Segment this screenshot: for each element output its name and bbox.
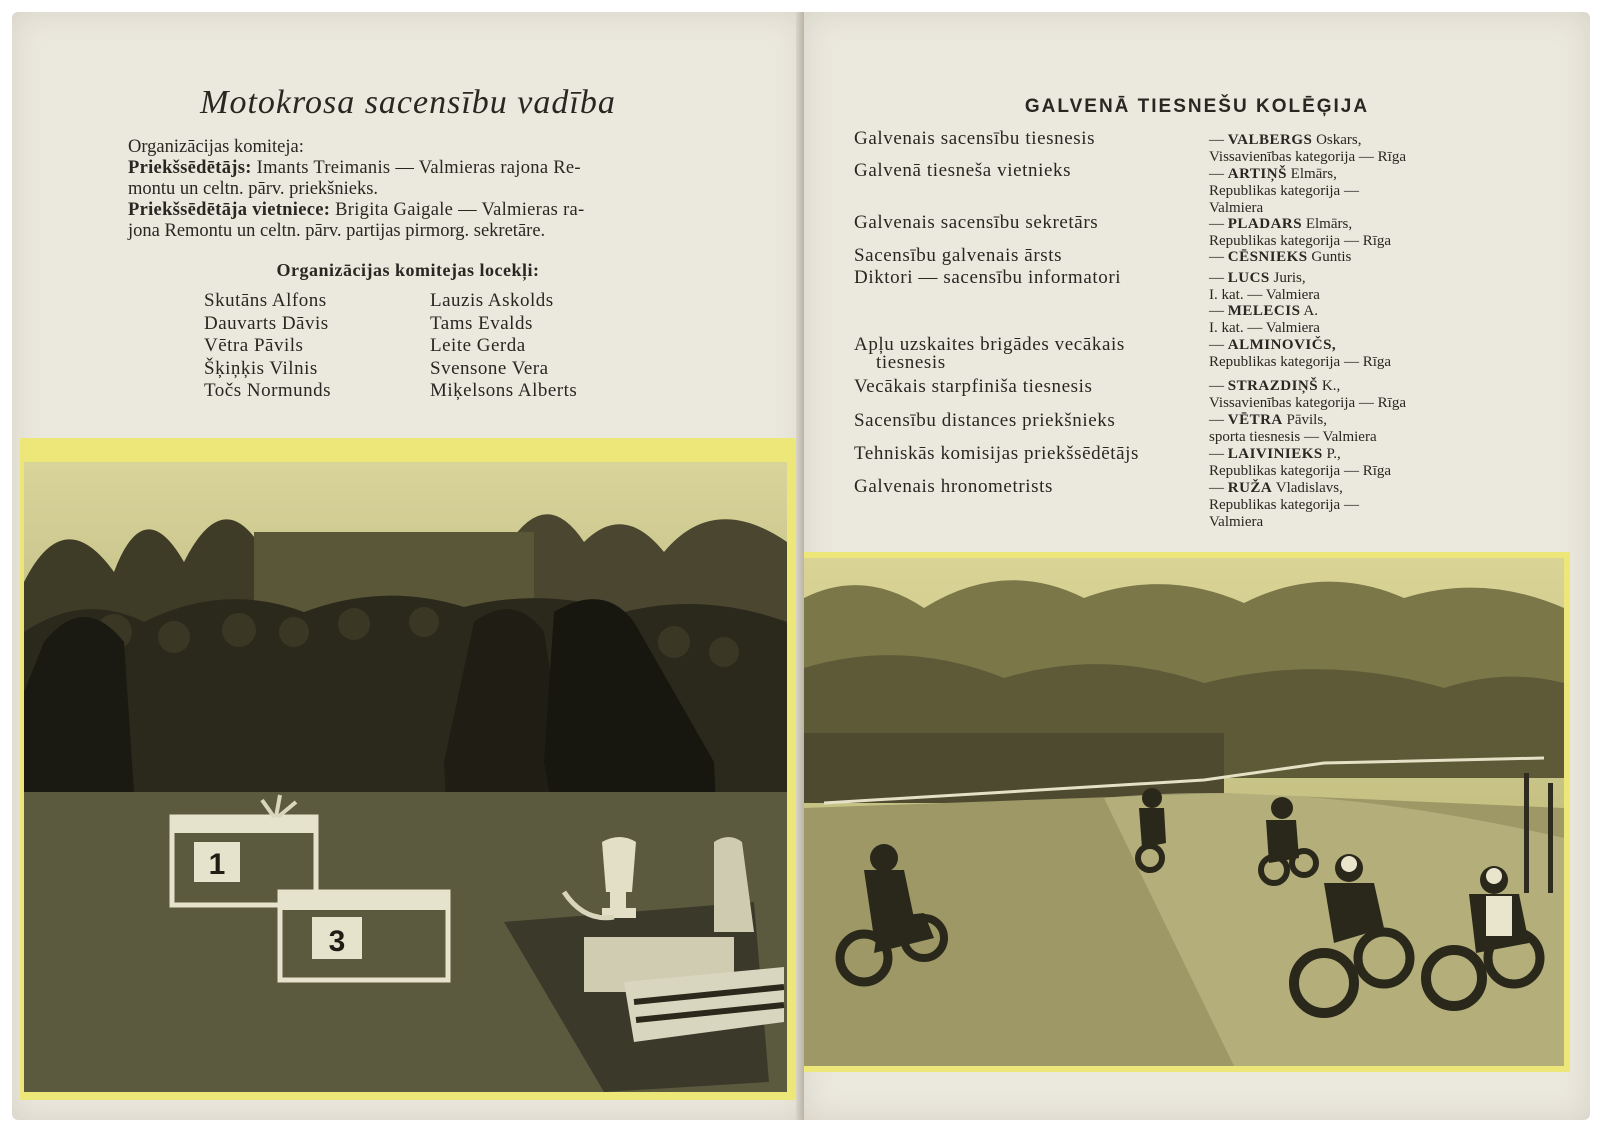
judge-first-name: A. (1300, 303, 1318, 319)
member-name: Svensone Vera (430, 357, 549, 379)
vice-line (128, 200, 585, 221)
chair-text-1: Imants Treimanis — Valmieras rajona Re- (251, 158, 581, 178)
judge-entry (1209, 249, 1499, 266)
motocross-race-photo (804, 558, 1564, 1066)
judge-first-name: K., (1318, 378, 1341, 394)
right-page-title: GALVENĀ TIESNEŠU KOLĒĢIJA (1024, 96, 1370, 117)
chair-role: Priekšsēdētājs: (128, 158, 252, 178)
role-line: Galvenā tiesneša vietnieks (854, 160, 1072, 181)
judge-dash: — (1209, 270, 1228, 286)
judge-dash: — (1209, 166, 1228, 182)
role-line: Vecākais starpfiniša tiesnesis (854, 376, 1093, 397)
judge-dash: — (1209, 303, 1228, 319)
judge-dash: — (1209, 446, 1228, 462)
judge-first-name: Pāvils, (1282, 412, 1327, 428)
members-column-1 (204, 290, 331, 403)
judge-detail: Vissavienības kategorija — Rīga (1209, 395, 1406, 411)
judge-entry (1209, 166, 1499, 217)
judge-name: STRAZDIŅŠ (1227, 378, 1319, 394)
members-column-2 (430, 290, 577, 403)
chair-text-2: montu un celtn. pārv. priekšnieks. (128, 179, 379, 199)
member-name: Lauzis Askolds (430, 290, 554, 311)
judge-dash: — (1209, 412, 1228, 428)
judge-name: CĒSNIEKS (1227, 249, 1308, 265)
judge-name: RUŽA (1227, 480, 1273, 496)
judge-dash: — (1209, 216, 1228, 232)
member-name: Dauvarts Dāvis (204, 312, 329, 334)
award-ceremony-photo (24, 462, 787, 1092)
org-committee-label: Organizācijas komiteja: (128, 137, 304, 157)
judge-name: ARTIŅŠ (1227, 166, 1287, 182)
judge-detail: Republikas kategorija — Rīga (1209, 463, 1392, 479)
judge-detail: I. kat. — Valmiera (1209, 320, 1320, 336)
judge-detail: Republikas kategorija — Rīga (1209, 354, 1392, 370)
judge-detail: Republikas kategorija — (1209, 497, 1359, 513)
judge-dash: — (1209, 249, 1228, 265)
judge-name: ALMINOVIČS, (1227, 337, 1337, 353)
judge-entry (1209, 480, 1499, 531)
judge-name: LAIVINIEKS (1227, 446, 1323, 462)
judge-first-name: Juris, (1269, 270, 1306, 286)
member-name: Skutāns Alfons (204, 290, 327, 311)
judge-entry (1209, 378, 1499, 412)
judge-name: VĒTRA (1227, 412, 1283, 428)
role-line: Diktori — sacensību informatori (854, 267, 1122, 288)
judge-entry (1209, 270, 1499, 304)
member-name: Tams Evalds (430, 312, 533, 334)
member-name: Leite Gerda (430, 335, 526, 356)
judge-detail: Republikas kategorija — (1209, 183, 1359, 199)
judge-entry (1209, 303, 1499, 337)
judge-name: LUCS (1227, 270, 1270, 286)
judge-dash: — (1209, 132, 1228, 148)
judge-dash: — (1209, 378, 1228, 394)
role-line: Sacensību galvenais ārsts (854, 245, 1063, 266)
judge-first-name: Oskars, (1312, 132, 1362, 148)
member-name: Točs Normunds (204, 380, 332, 401)
judge-entry (1209, 412, 1499, 446)
judge-entry (1209, 337, 1499, 371)
member-name: Vētra Pāvils (204, 335, 304, 356)
chair-line (128, 158, 581, 179)
judge-first-name: P., (1322, 446, 1341, 462)
judge-detail: sporta tiesnesis — Valmiera (1209, 429, 1377, 445)
right-page (804, 12, 1590, 1120)
left-page-title: Motokrosa sacensību vadība (200, 84, 616, 121)
judge-detail: Republikas kategorija — Rīga (1209, 233, 1392, 249)
vice-role: Priekšsēdētāja vietniece: (128, 200, 331, 220)
judge-detail: Valmiera (1209, 200, 1264, 216)
judge-name: MELECIS (1227, 303, 1301, 319)
left-page (12, 12, 804, 1120)
role-line: Apļu uzskaites brigādes vecākais (854, 334, 1125, 355)
vice-text-2: jona Remontu un celtn. pārv. partijas pirmorg. sekretāre. (128, 221, 546, 241)
member-name: Šķiņķis Vilnis (204, 357, 318, 379)
judge-first-name: Vladislavs, (1272, 480, 1343, 496)
role-line: Tehniskās komisijas priekšsēdētājs (854, 443, 1140, 464)
judge-first-name: Elmārs, (1286, 166, 1337, 182)
judge-entry (1209, 216, 1499, 250)
podium-number-1: 1 (208, 848, 226, 881)
judge-first-name: Elmārs, (1302, 216, 1353, 232)
judge-detail: I. kat. — Valmiera (1209, 287, 1320, 303)
role-line: Sacensību distances priekšnieks (854, 410, 1116, 431)
judge-name: VALBERGS (1227, 132, 1313, 148)
role-line: Galvenais hronometrists (854, 476, 1054, 497)
judge-detail: Valmiera (1209, 514, 1264, 530)
member-name: Miķelsons Alberts (430, 380, 578, 401)
judge-dash: — (1209, 337, 1228, 353)
judge-entry (1209, 132, 1499, 166)
role-line: Galvenais sacensību tiesnesis (854, 128, 1096, 149)
vice-text-1: Brigita Gaigale — Valmieras ra- (330, 200, 585, 220)
role-line: tiesnesis (876, 352, 946, 373)
judge-dash: — (1209, 480, 1228, 496)
podium-number-3: 3 (328, 925, 346, 958)
role-line: Galvenais sacensību sekretārs (854, 212, 1099, 233)
members-heading: Organizācijas komitejas locekļi: (276, 260, 540, 280)
judge-first-name: Guntis (1307, 249, 1352, 265)
judge-name: PLADARS (1227, 216, 1303, 232)
judge-detail: Vissavienības kategorija — Rīga (1209, 149, 1406, 165)
judge-entry (1209, 446, 1499, 480)
